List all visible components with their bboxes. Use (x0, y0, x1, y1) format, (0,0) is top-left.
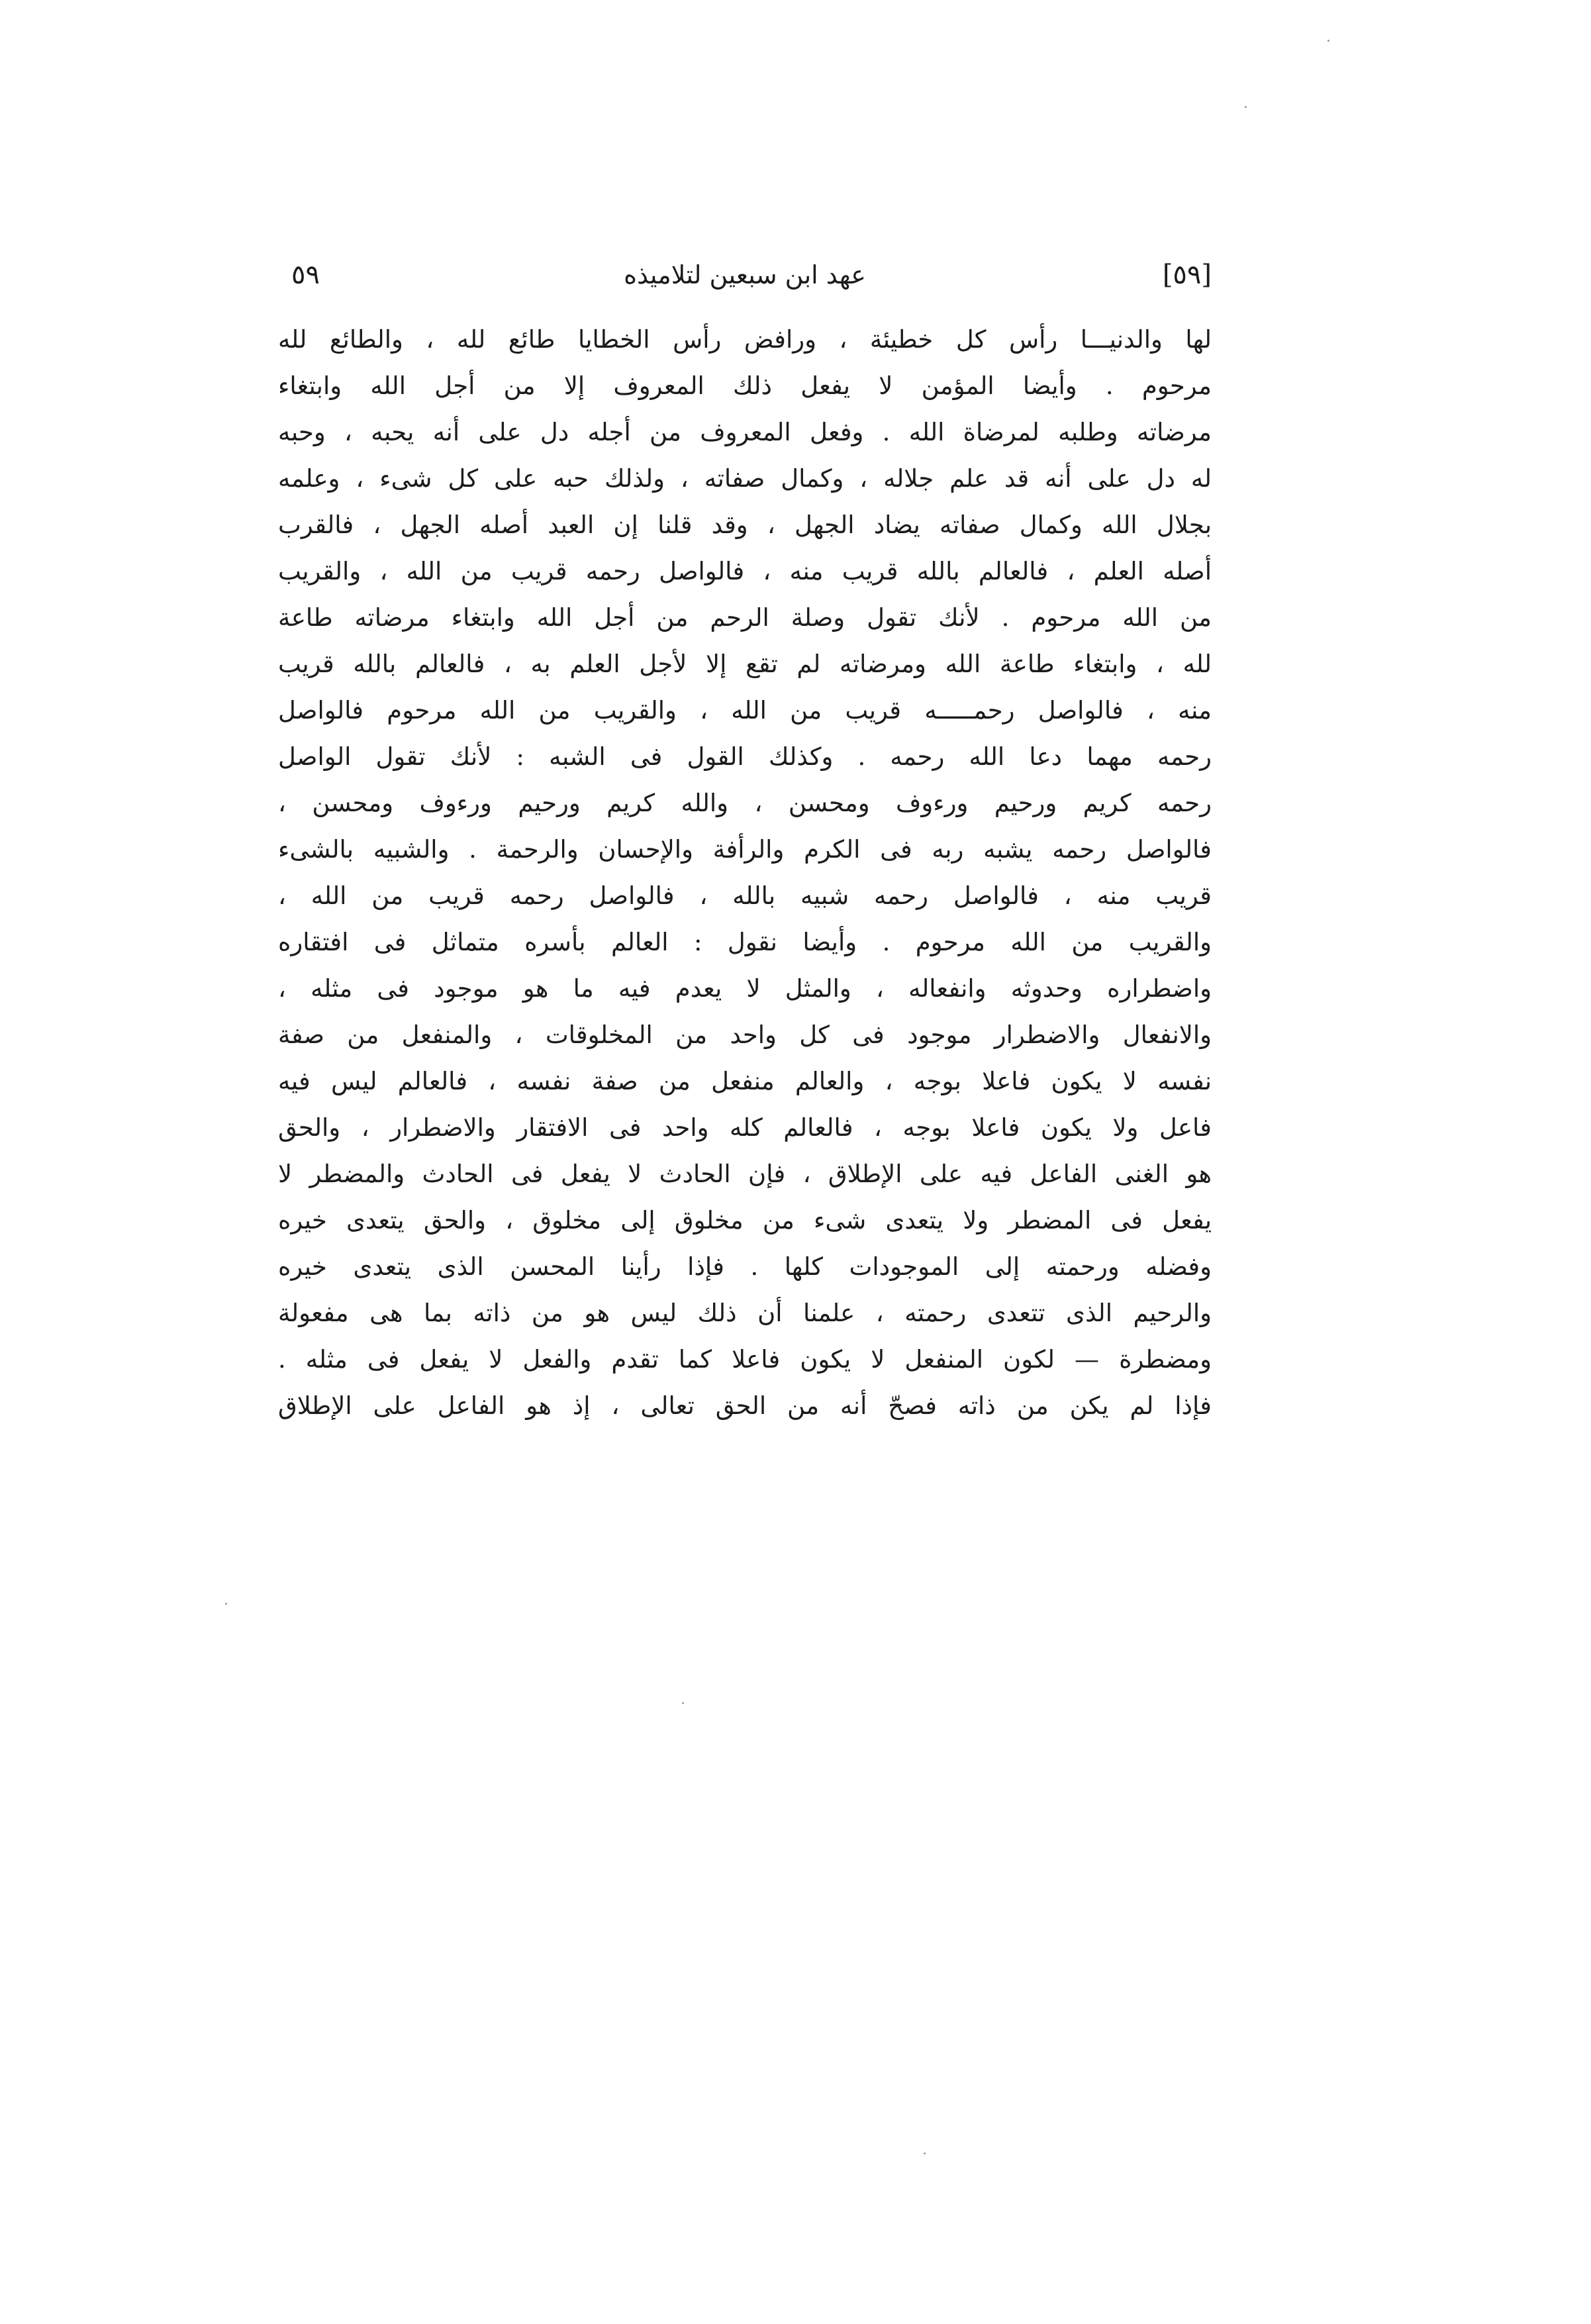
text-line: والقريب من الله مرحوم . وأيضا نقول : العالم بأسره متماثل فى افتقاره (278, 928, 1212, 956)
text-line: من الله مرحوم . لأنك تقول وصلة الرحم من أجل الله وابتغاء مرضاته طاعة (278, 603, 1212, 632)
text-line: لله ، وابتغاء طاعة الله ومرضاته لم تقع إلا لأجل العلم به ، فالعالم بالله قريب (278, 650, 1212, 678)
scan-speck (225, 1603, 227, 1605)
scan-speck (1327, 40, 1329, 42)
page-number-right: [٥٩] (1162, 260, 1212, 290)
text-line: هو الغنى الفاعل فيه على الإطلاق ، فإن الحادث لا يفعل فى الحادث والمضطر لا (278, 1160, 1212, 1188)
text-line: والانفعال والاضطرار موجود فى كل واحد من المخلوقات ، والمنفعل من صفة (278, 1021, 1212, 1049)
running-header (278, 255, 1212, 295)
text-line: لها والدنيـــا رأس كل خطيئة ، ورافض رأس الخطايا طائع لله ، والطائع لله (278, 325, 1212, 354)
text-line: فالواصل رحمه يشبه ربه فى الكرم والرأفة والإحسان والرحمة . والشبيه بالشىء (278, 835, 1212, 864)
scan-speck (924, 2152, 926, 2154)
text-line: يفعل فى المضطر ولا يتعدى شىء من مخلوق إلى مخلوق ، والحق يتعدى خيره (278, 1206, 1212, 1235)
scan-speck (1245, 106, 1247, 108)
running-title: عهد ابن سبعين لتلاميذه (624, 260, 866, 289)
text-line: قريب منه ، فالواصل رحمه شبيه بالله ، فالواصل رحمه قريب من الله ، (278, 882, 1212, 910)
text-line: ومضطرة — لكون المنفعل لا يكون فاعلا كما تقدم والفعل لا يفعل فى مثله . (278, 1345, 1212, 1374)
text-line: رحمه مهما دعا الله رحمه . وكذلك القول فى الشبه : لأنك تقول الواصل (278, 742, 1212, 771)
text-line: والرحيم الذى تتعدى رحمته ، علمنا أن ذلك ليس هو من ذاته بما هى مفعولة (278, 1299, 1212, 1327)
text-line: منه ، فالواصل رحمـــــه قريب من الله ، والقريب من الله مرحوم فالواصل (278, 696, 1212, 725)
text-line: واضطراره وحدوثه وانفعاله ، والمثل لا يعدم فيه ما هو موجود فى مثله ، (278, 974, 1212, 1003)
text-line: فإذا لم يكن من ذاته فصحّ أنه من الحق تعالى ، إذ هو الفاعل على الإطلاق (278, 1391, 1212, 1420)
text-line: نفسه لا يكون فاعلا بوجه ، والعالم منفعل من صفة نفسه ، فالعالم ليس فيه (278, 1067, 1212, 1095)
body-text (278, 317, 1212, 1429)
text-line: وفضله ورحمته إلى الموجودات كلها . فإذا رأينا المحسن الذى يتعدى خيره (278, 1252, 1212, 1281)
text-line: مرضاته وطلبه لمرضاة الله . وفعل المعروف من أجله دل على أنه يحبه ، وحبه (278, 418, 1212, 446)
text-line: رحمه كريم ورحيم ورءوف ومحسن ، والله كريم ورحيم ورءوف ومحسن ، (278, 789, 1212, 817)
text-line: له دل على أنه قد علم جلاله ، وكمال صفاته ، ولذلك حبه على كل شىء ، وعلمه (278, 464, 1212, 493)
scan-speck (682, 1702, 684, 1704)
page-number-left: ٥٩ (291, 260, 320, 290)
text-line: أصله العلم ، فالعالم بالله قريب منه ، فالواصل رحمه قريب من الله ، والقريب (278, 557, 1212, 585)
text-line: بجلال الله وكمال صفاته يضاد الجهل ، وقد قلنا إن العبد أصله الجهل ، فالقرب (278, 511, 1212, 539)
text-line: فاعل ولا يكون فاعلا بوجه ، فالعالم كله واحد فى الافتقار والاضطرار ، والحق (278, 1113, 1212, 1142)
text-line: مرحوم . وأيضا المؤمن لا يفعل ذلك المعروف إلا من أجل الله وابتغاء (278, 372, 1212, 400)
